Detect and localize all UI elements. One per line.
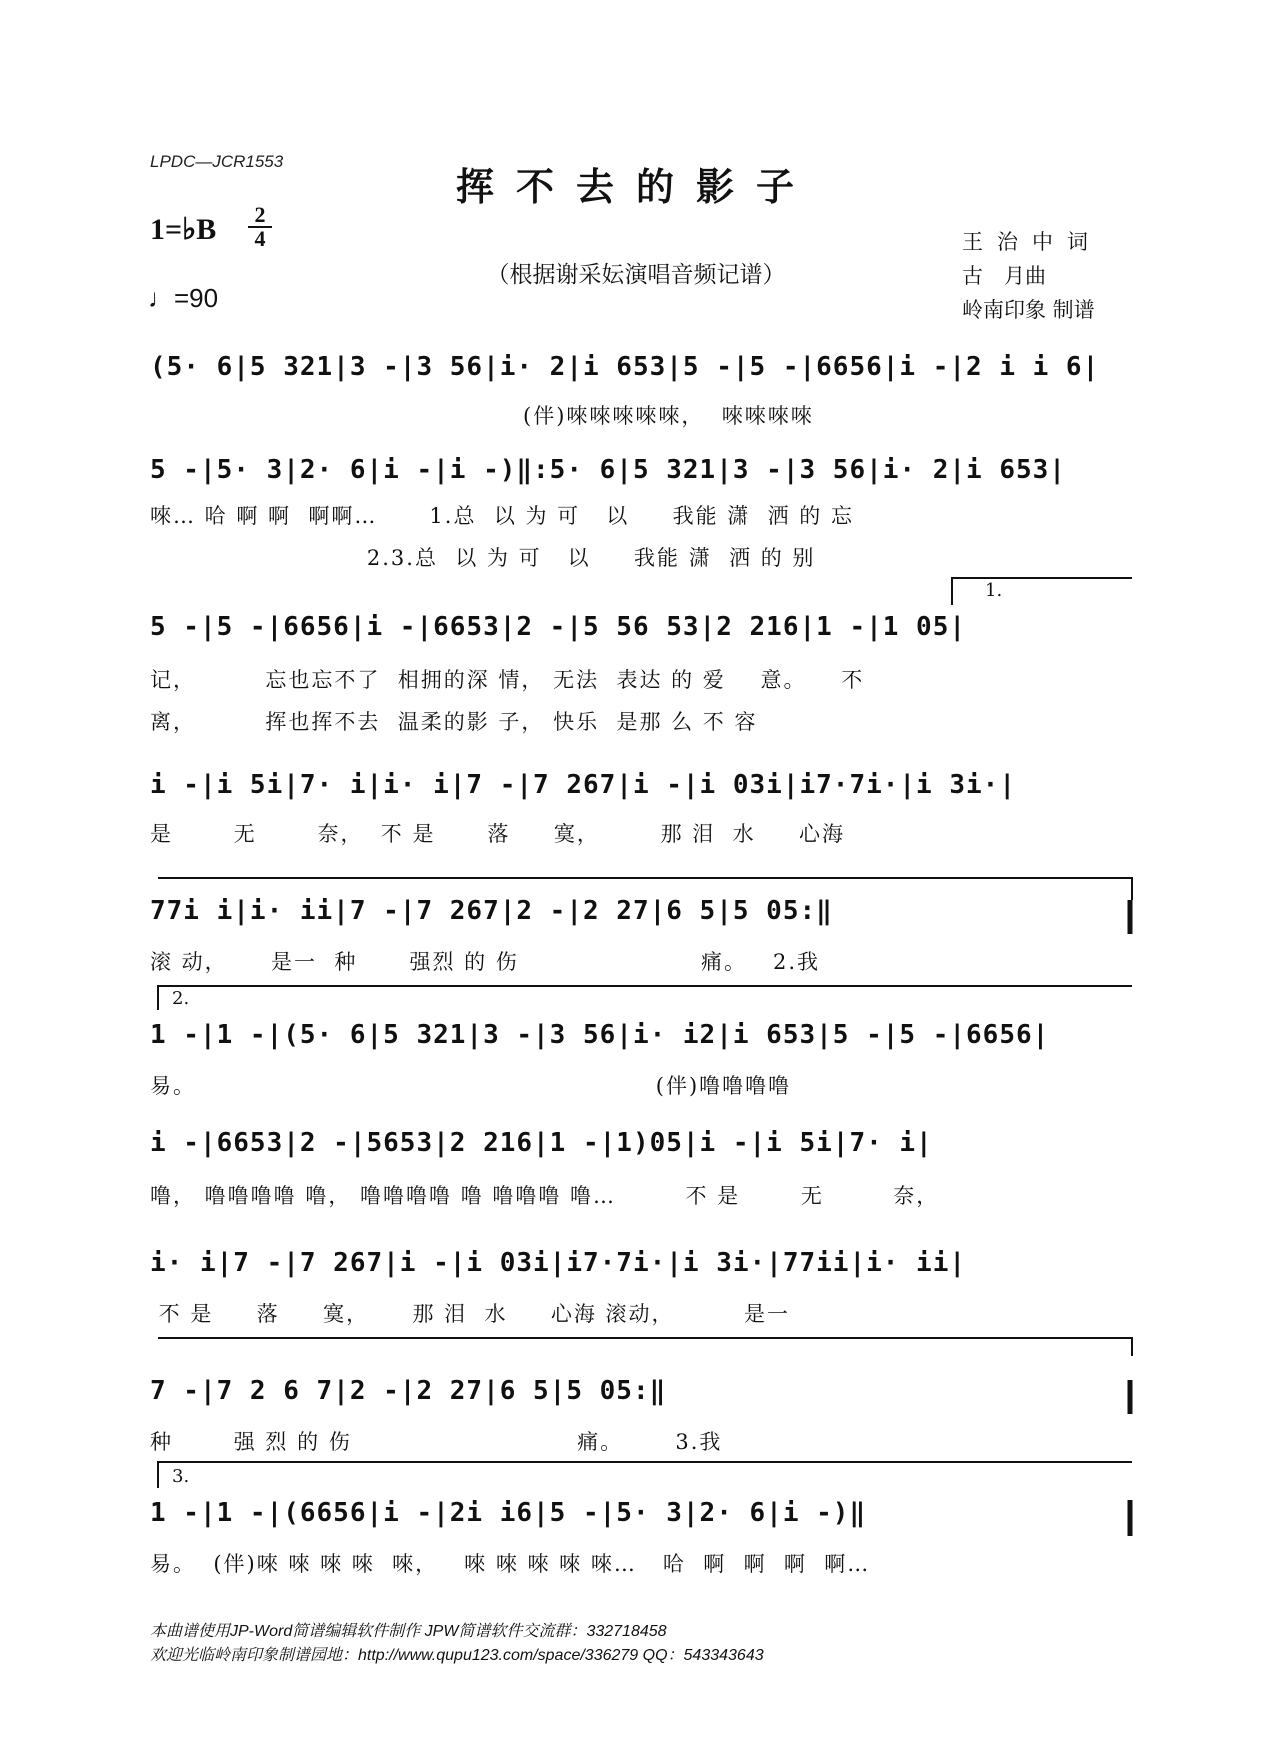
system-2-lyrics-2: 2.3.总 以 为 可 以 我能 潇 洒 的 别 [150, 546, 816, 570]
key-signature: 1=♭B [150, 213, 217, 246]
system-2-notes: 5 -|5· 3|2· 6|i -|i -)‖:5· 6|5 321|3 -|3 56|i· 2|i 653| [150, 455, 1066, 485]
subtitle: （根据谢采妘演唱音频记谱） [486, 262, 786, 288]
system-10-notes: 1 -|1 -|(6656|i -|2i i6|5 -|5· 3|2· 6|i -)‖ [150, 1498, 867, 1528]
system-3-lyrics-2: 离， 挥也挥不去 温柔的影 子， 快乐 是那 么 不 容 [150, 710, 758, 734]
ending-bracket-system-5 [158, 878, 1132, 900]
ending-bracket-system-9 [158, 1338, 1132, 1356]
score-code: LPDC—JCR1553 [150, 152, 284, 171]
volta-1-label: 1. [985, 580, 1003, 601]
volta-3-label: 3. [172, 1466, 190, 1487]
time-signature-top: 2 [254, 202, 266, 227]
volta-1-bracket [952, 578, 1132, 605]
volta-2-label: 2. [172, 988, 190, 1009]
system-4-notes: i -|i 5i|7· i|i· i|7 -|7 267|i -|i 03i|i7·7i·|i 3i·| [150, 770, 1016, 800]
system-2-lyrics-1: 唻… 哈 啊 啊 啊啊… 1.总 以 为 可 以 我能 潇 洒 的 忘 [150, 504, 854, 528]
footer-software-note: 本曲谱使用JP-Word简谱编辑软件制作 JPW简谱软件交流群：332718458 [150, 1623, 667, 1640]
system-4-lyrics: 是 无 奈， 不 是 落 寞， 那 泪 水 心海 [150, 822, 846, 846]
system-9-lyrics: 种 强 烈 的 伤 痛。 3.我 [150, 1430, 723, 1454]
system-3-notes: 5 -|5 -|6656|i -|6653|2 -|5 56 53|2 216|1 -|1 05| [150, 612, 967, 642]
system-3-lyrics-1: 记， 忘也忘不了 相拥的深 情， 无法 表达 的 爱 意。 不 [150, 668, 865, 692]
lyricist-credit: 王治中词 [962, 230, 1102, 254]
system-7-notes: i -|6653|2 -|5653|2 216|1 -|1)05|i -|i 5i|7· i| [150, 1128, 933, 1158]
system-9-notes: 7 -|7 2 6 7|2 -|2 27|6 5|5 05:‖ [150, 1376, 667, 1406]
volta-2-bracket [158, 986, 1132, 1010]
system-7-lyrics: 噜， 噜噜噜噜 噜， 噜噜噜噜 噜 噜噜噜 噜… 不 是 无 奈， [150, 1184, 940, 1208]
system-10-lyrics: 易。 (伴)唻 唻 唻 唻 唻， 唻 唻 唻 唻 唻… 哈 啊 啊 啊 啊… [150, 1552, 871, 1576]
song-title: 挥不去的影子 [455, 164, 816, 209]
composer-credit: 古 月曲 [962, 264, 1046, 288]
system-8-lyrics: 不 是 落 寞， 那 泪 水 心海 滚动， 是一 [150, 1302, 790, 1326]
system-6-notes: 1 -|1 -|(5· 6|5 321|3 -|3 56|i· i2|i 653|5 -|5 -|6656| [150, 1020, 1050, 1050]
arranger-credit: 岭南印象 制谱 [962, 298, 1095, 322]
volta-3-bracket [158, 1462, 1132, 1488]
system-1-notes: (5· 6|5 321|3 -|3 56|i· 2|i 653|5 -|5 -|6656|i -|2 i i 6| [150, 352, 1100, 382]
system-8-notes: i· i|7 -|7 267|i -|i 03i|i7·7i·|i 3i·|77ii|i· ii| [150, 1248, 967, 1278]
system-6-lyrics: 易。 (伴)噜噜噜噜 [150, 1074, 792, 1098]
system-1-lyrics: (伴)唻唻唻唻唻， 唻唻唻唻 [150, 404, 814, 428]
system-5-notes: 77i i|i· ii|7 -|7 267|2 -|2 27|6 5|5 05:‖ [150, 896, 833, 926]
footer-website-note: 欢迎光临岭南印象制谱园地：http://www.qupu123.com/space/336279 QQ：543343643 [150, 1647, 764, 1664]
tempo-marking: ♩=90 [148, 283, 219, 313]
time-signature-bottom: 4 [254, 226, 266, 251]
system-5-lyrics: 滚 动， 是一 种 强烈 的 伤 痛。 2.我 [150, 950, 821, 974]
